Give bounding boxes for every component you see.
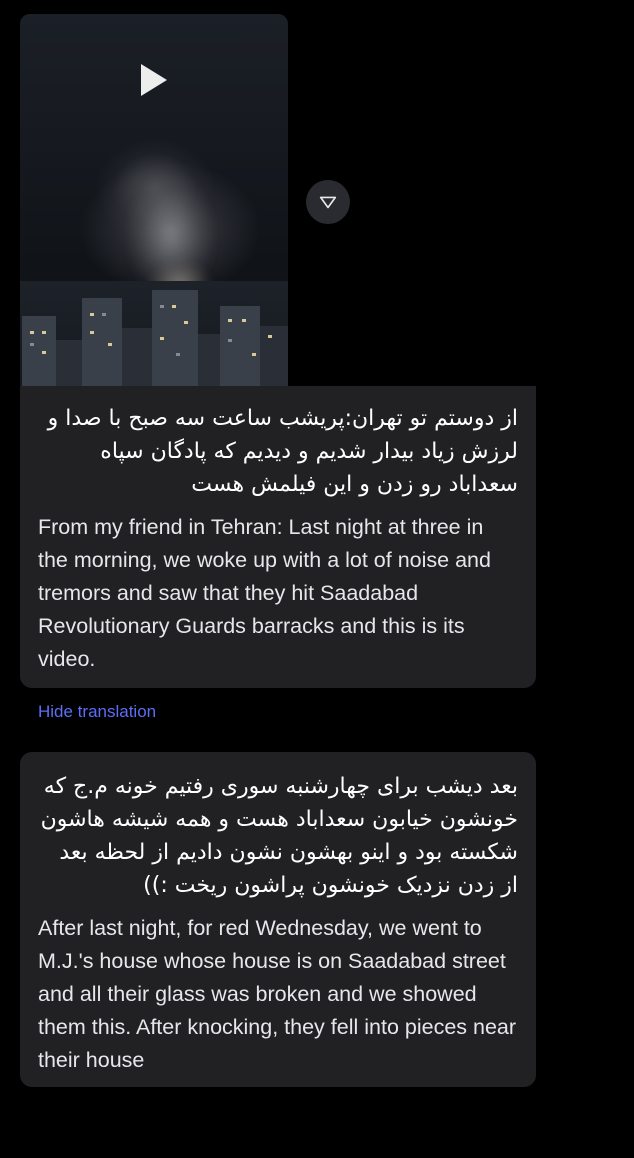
message-bubble-2[interactable]: [20, 752, 536, 1087]
message-original-text: بعد دیشب برای چهارشنبه سوری رفتیم خونه م.ج که خونشون خیابون سعداباد هست و همه شیشه هاشون شکسته بود و اینو بهشون نشون دادیم از لحظه بعد از زدن نزدیک خونشون پراشون ریخت :)): [40, 774, 518, 898]
message-bubble-1[interactable]: [20, 386, 536, 688]
hide-translation-button[interactable]: Hide translation: [38, 702, 157, 721]
play-icon[interactable]: [141, 64, 167, 96]
telegram-paper-plane-icon[interactable]: [306, 180, 350, 224]
message-original-text: از دوستم تو تهران:پریشب ساعت سه صبح با صدا و لرزش زیاد بیدار شدیم و دیدیم که پادگان سپاه سعداباد رو زدن و این فیلمش هست: [47, 406, 518, 497]
message-translated-text: From my friend in Tehran: Last night at three in the morning, we woke up with a lot of noise and tremors and saw that they hit Saadabad Revolutionary Guards barracks and this is its video.: [38, 515, 491, 671]
city-skyline: [20, 281, 288, 386]
message-translated-text: After last night, for red Wednesday, we went to M.J.'s house whose house is on Saadabad street and all their glass was broken and we showed them this. After knocking, they fell into pieces near their house: [38, 916, 517, 1072]
video-attachment[interactable]: [20, 14, 288, 386]
